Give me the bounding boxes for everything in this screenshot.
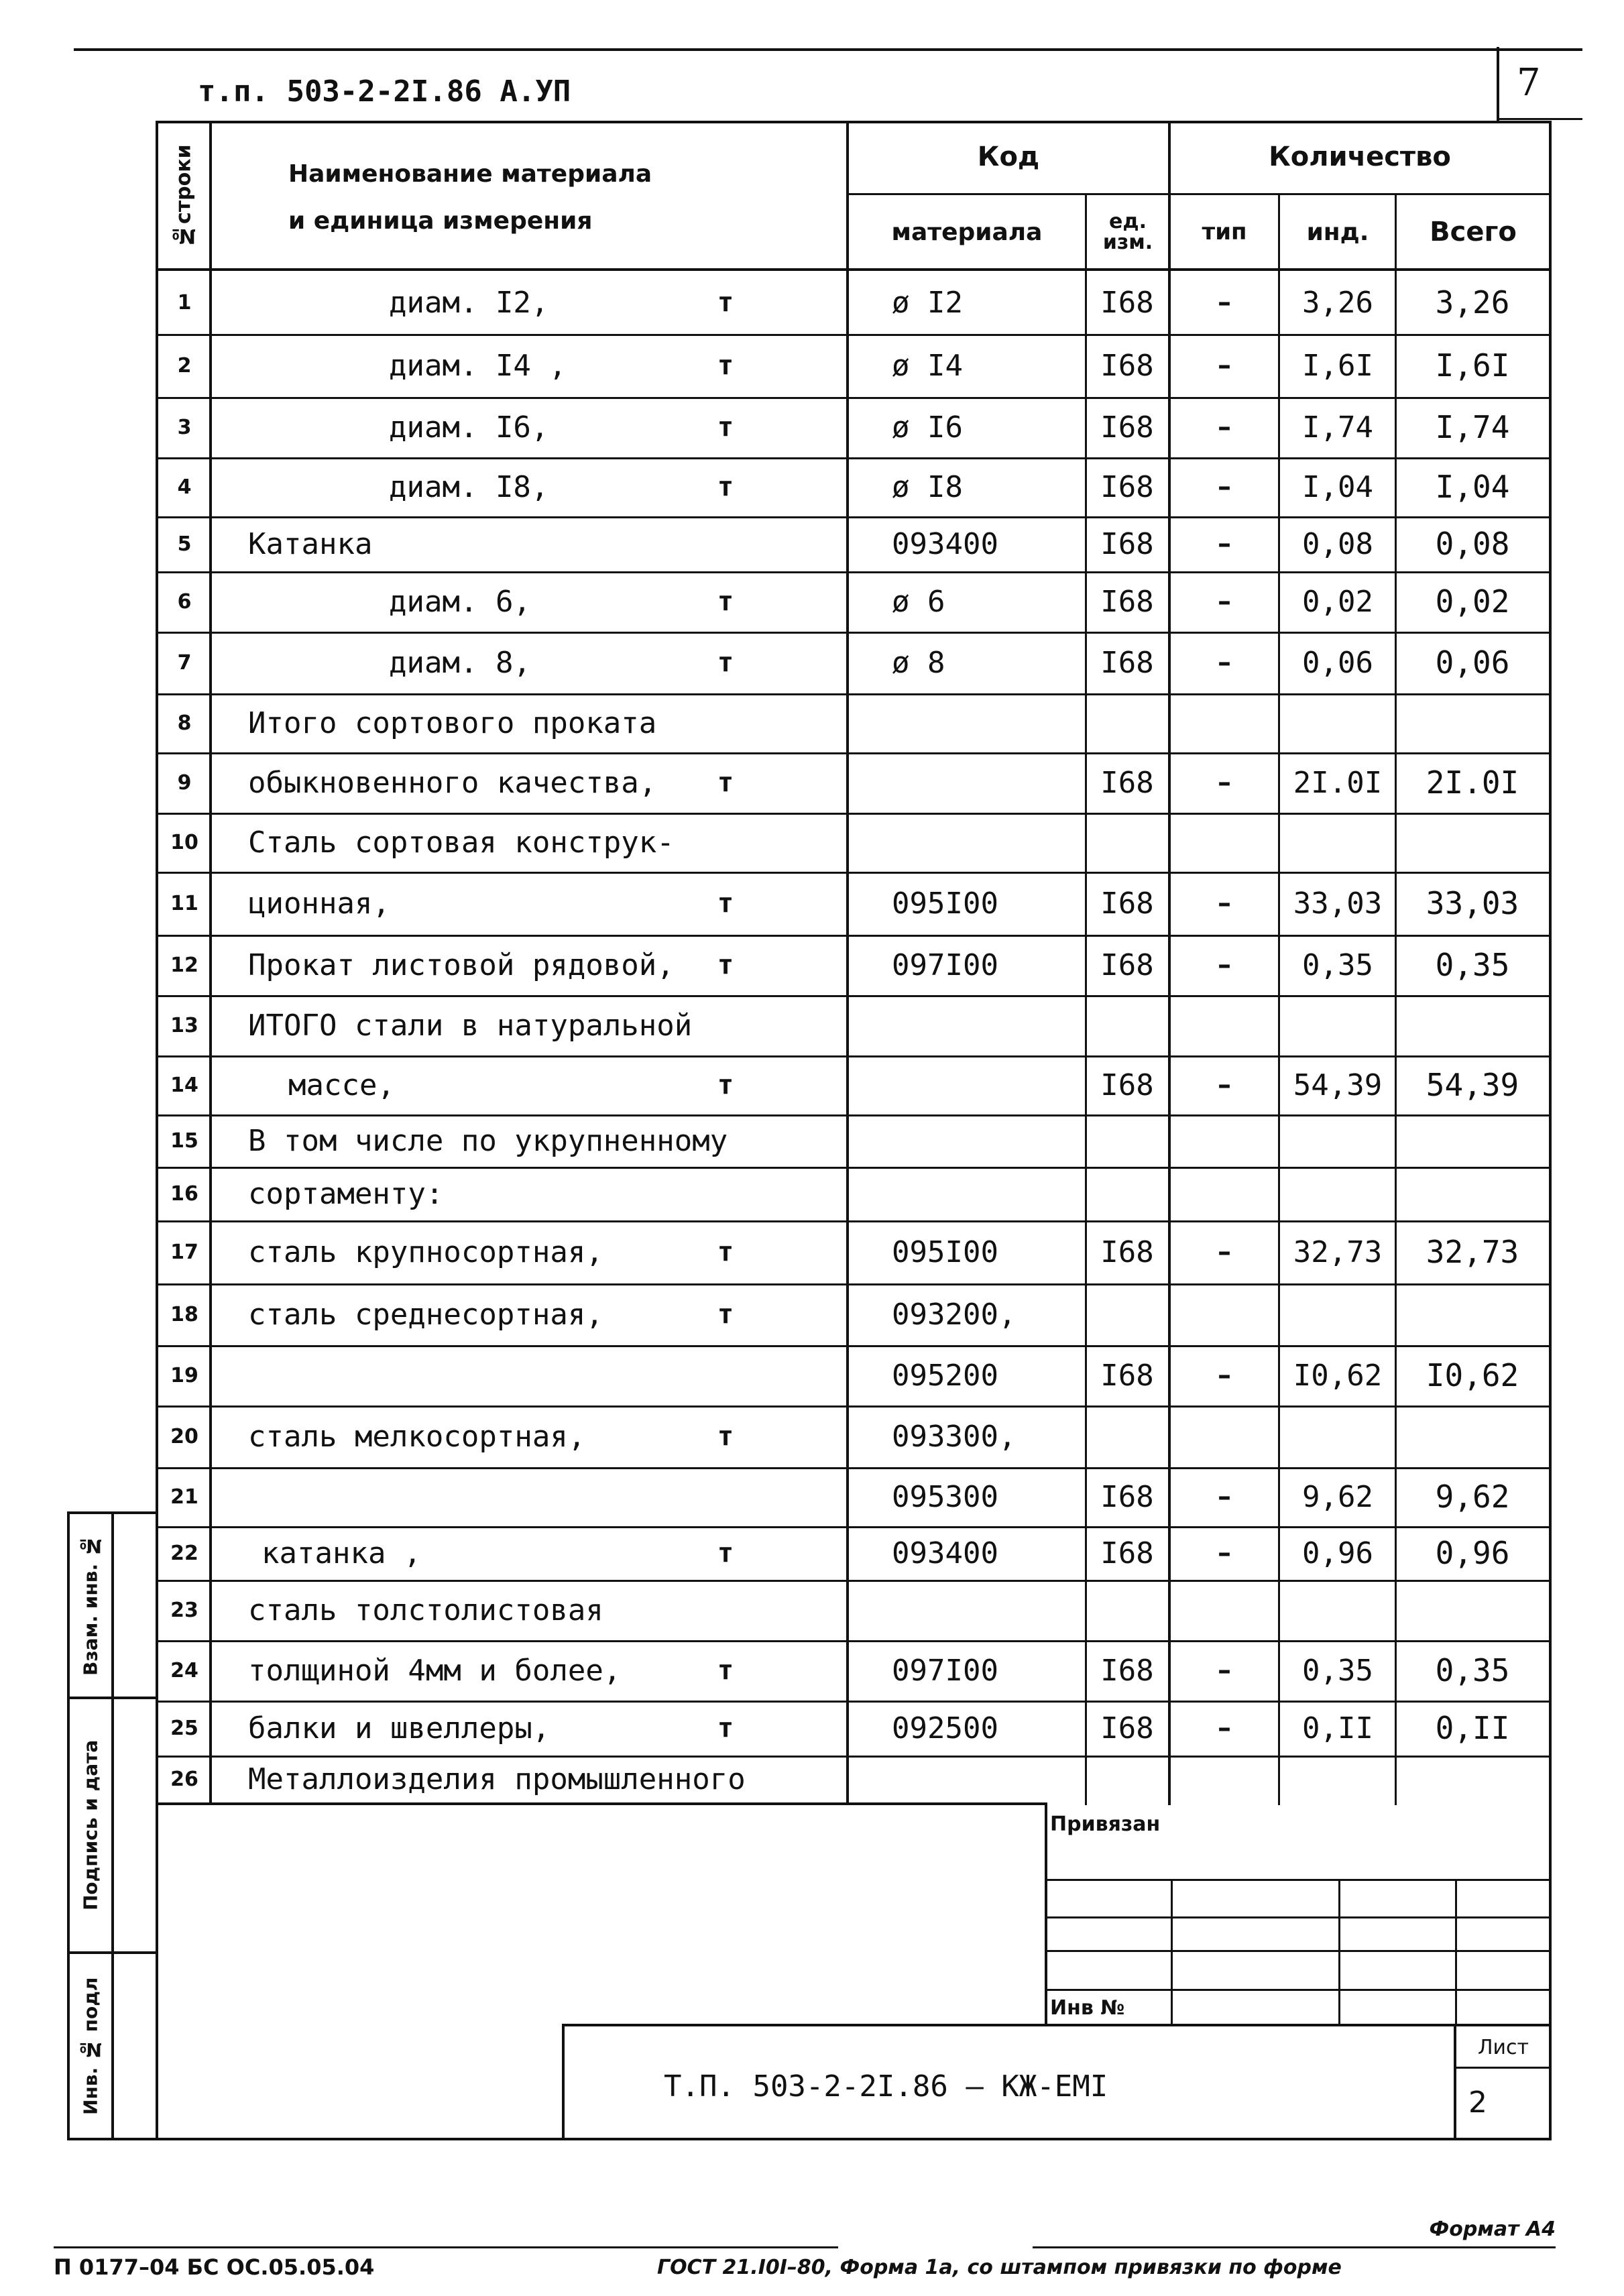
material-name: диам. 8,	[389, 645, 531, 680]
measure-unit	[1088, 1114, 1167, 1167]
qty-ind: I,6I	[1302, 348, 1373, 383]
stamp-binding-l2	[1045, 1916, 1552, 1918]
row-number: 1	[177, 290, 192, 314]
material-unit	[717, 1580, 758, 1640]
row-number: 22	[170, 1541, 198, 1565]
row-number: 5	[177, 532, 192, 556]
material-name: толщиной 4мм и более,	[248, 1653, 622, 1688]
material-name: Прокат листовой рядовой,	[248, 948, 675, 982]
header-code-unit: ед. изм.	[1102, 209, 1153, 254]
qty-type: –	[1218, 471, 1231, 502]
measure-unit	[1088, 813, 1167, 872]
material-code: 095200	[892, 1358, 998, 1393]
qty-total: 0,35	[1435, 947, 1510, 983]
material-unit: т	[717, 767, 734, 798]
material-name: диам. I4 ,	[389, 348, 567, 383]
measure-unit: I68	[1100, 285, 1154, 320]
row-number: 10	[170, 830, 198, 854]
measure-unit: I68	[1100, 1479, 1154, 1514]
material-name: массе,	[288, 1068, 395, 1102]
qty-ind: 0,35	[1302, 1653, 1373, 1688]
material-code: ø 8	[892, 645, 945, 680]
qty-ind	[1282, 995, 1393, 1055]
footer-rule-right	[1033, 2246, 1556, 2248]
qty-type	[1172, 1167, 1277, 1220]
qty-type: –	[1218, 1713, 1231, 1743]
material-name: диам. I6,	[389, 410, 549, 445]
qty-total	[1399, 1580, 1546, 1640]
stamp-sheet-label: Лист	[1477, 2035, 1529, 2059]
qty-type	[1172, 1405, 1277, 1467]
qty-type	[1172, 995, 1277, 1055]
material-unit	[717, 1756, 758, 1802]
material-code: 095I00	[892, 1235, 998, 1269]
qty-type: –	[1218, 528, 1231, 559]
footer-left-code: П 0177–04 БС ОС.05.05.04	[54, 2254, 375, 2280]
qty-ind	[1282, 1405, 1393, 1467]
qty-total	[1399, 1114, 1546, 1167]
material-name: сталь крупносортная,	[248, 1235, 603, 1269]
material-name: сталь мелкосортная,	[248, 1419, 586, 1454]
stamp-document-code: Т.П. 503-2-2I.86 – КЖ-ЕМI	[664, 2069, 1108, 2104]
qty-total: 0,35	[1435, 1652, 1510, 1688]
qty-ind	[1282, 1580, 1393, 1640]
measure-unit: I68	[1100, 526, 1154, 561]
row-number: 9	[177, 770, 192, 795]
qty-type: –	[1218, 1655, 1231, 1686]
row-number: 11	[170, 891, 198, 915]
qty-ind: 3,26	[1302, 285, 1373, 320]
side-stamp-orig-inv: Инв. № подл	[79, 1977, 102, 2115]
material-unit: т	[717, 350, 734, 381]
qty-type: –	[1218, 1481, 1231, 1512]
material-code: 095I00	[892, 886, 998, 921]
document-reference: т.п. 503-2-2I.86 А.УП	[198, 74, 571, 109]
qty-ind: 2I.0I	[1293, 765, 1383, 800]
stamp-sheet-number: 2	[1468, 2085, 1487, 2120]
material-unit: т	[717, 1538, 734, 1568]
qty-type: –	[1218, 1538, 1231, 1568]
material-unit	[717, 995, 758, 1055]
material-code: 092500	[892, 1711, 998, 1745]
header-code-material: материала	[891, 218, 1043, 246]
qty-ind	[1282, 1114, 1393, 1167]
row-number: 24	[170, 1658, 198, 1682]
qty-total: 0,06	[1435, 644, 1510, 681]
material-unit: т	[717, 1713, 734, 1743]
qty-ind	[1282, 1756, 1393, 1802]
col-line-type	[1278, 195, 1280, 1805]
measure-unit: I68	[1100, 765, 1154, 800]
material-name: балки и швеллеры,	[248, 1711, 550, 1745]
qty-type: –	[1218, 767, 1231, 798]
stamp-sheet-left	[1454, 2024, 1456, 2140]
qty-type: –	[1218, 647, 1231, 678]
qty-type: –	[1218, 287, 1231, 318]
material-code: ø I4	[892, 348, 963, 383]
qty-type	[1172, 813, 1277, 872]
material-code: ø I6	[892, 410, 963, 445]
material-name	[248, 1345, 798, 1405]
material-name: диам. 6,	[389, 584, 531, 619]
material-code	[892, 1756, 1083, 1802]
qty-total: 54,39	[1426, 1067, 1519, 1103]
row-number: 23	[170, 1598, 198, 1622]
table-left-border	[156, 121, 158, 1805]
qty-total: 0,96	[1435, 1535, 1510, 1571]
measure-unit: I68	[1100, 886, 1154, 921]
header-qty-total: Всего	[1430, 217, 1517, 247]
stamp-main-left	[562, 2024, 565, 2140]
material-code	[892, 1055, 1083, 1114]
stamp-binding-l3	[1045, 1950, 1552, 1952]
material-name: Катанка	[248, 526, 373, 561]
measure-unit	[1088, 693, 1167, 752]
measure-unit: I68	[1100, 1068, 1154, 1102]
stamp-binding-v2	[1338, 1879, 1340, 2026]
material-name: Итого сортового проката	[248, 705, 657, 740]
qty-ind: 0,96	[1302, 1536, 1373, 1570]
material-unit	[717, 1114, 758, 1167]
qty-type: –	[1218, 1070, 1231, 1100]
material-unit: т	[717, 412, 734, 443]
qty-total: I,74	[1435, 409, 1510, 445]
material-name: сталь толстолистовая	[248, 1593, 603, 1627]
qty-type: –	[1218, 350, 1231, 381]
qty-total	[1399, 693, 1546, 752]
page-number: 7	[1517, 60, 1541, 105]
row-number: 13	[170, 1013, 198, 1037]
header-qty-type: тип	[1202, 219, 1247, 245]
row-number: 7	[177, 650, 192, 675]
material-unit: т	[717, 471, 734, 502]
qty-ind: 0,08	[1302, 526, 1373, 561]
qty-type	[1172, 693, 1277, 752]
measure-unit: I68	[1100, 645, 1154, 680]
stamp-main-top	[562, 2024, 1552, 2026]
stamp-main-bottom	[156, 2138, 1552, 2140]
stamp-linked-label: Привязан	[1050, 1812, 1161, 1836]
qty-ind: 0,II	[1302, 1711, 1373, 1745]
footer-standard: ГОСТ 21.І0І–80, Форма 1а, со штампом привязки по форме	[657, 2255, 1342, 2279]
measure-unit	[1088, 1167, 1167, 1220]
material-unit	[717, 516, 758, 571]
material-unit	[717, 813, 758, 872]
measure-unit	[1088, 1756, 1167, 1802]
stamp-binding-l1	[1045, 1879, 1552, 1881]
stamp-binding-l4	[1045, 1989, 1552, 1991]
col-line-unit	[1168, 121, 1171, 1805]
material-unit: т	[717, 647, 734, 678]
row-number: 17	[170, 1240, 198, 1264]
qty-type	[1172, 1756, 1277, 1802]
measure-unit: I68	[1100, 1536, 1154, 1570]
row-number: 2	[177, 353, 192, 378]
material-code	[892, 693, 1083, 752]
material-unit: т	[717, 287, 734, 318]
row-number: 12	[170, 953, 198, 977]
qty-ind: 0,06	[1302, 645, 1373, 680]
qty-type: –	[1218, 950, 1231, 980]
material-unit: т	[717, 1237, 734, 1267]
material-code	[892, 1114, 1083, 1167]
footer-format: Формат А4	[1429, 2217, 1556, 2241]
material-name: В том числе по укрупненному	[248, 1123, 728, 1158]
side-stamp-right-lower	[156, 1802, 158, 2140]
side-stamp-bottom	[67, 2138, 158, 2140]
qty-total	[1399, 1167, 1546, 1220]
material-unit	[717, 1167, 758, 1220]
material-name: сортаменту:	[248, 1176, 444, 1211]
stamp-binding-v3	[1455, 1879, 1457, 2026]
material-unit	[717, 693, 758, 752]
measure-unit: I68	[1100, 1653, 1154, 1688]
qty-type: –	[1218, 1237, 1231, 1267]
qty-ind: 54,39	[1293, 1068, 1383, 1102]
col-line-code	[1085, 195, 1087, 1805]
table-bottom-border	[156, 1802, 1047, 1805]
qty-ind: I,04	[1302, 469, 1373, 504]
material-unit: т	[717, 1070, 734, 1100]
qty-ind	[1282, 1167, 1393, 1220]
qty-type: –	[1218, 586, 1231, 617]
side-stamp-swap-inv: Взам. инв. №	[79, 1535, 102, 1676]
measure-unit: I68	[1100, 1235, 1154, 1269]
material-unit: т	[717, 950, 734, 980]
row-number: 3	[177, 415, 192, 439]
measure-unit: I68	[1100, 1358, 1154, 1393]
qty-total	[1399, 1405, 1546, 1467]
qty-ind: 9,62	[1302, 1479, 1373, 1514]
qty-type: –	[1218, 1360, 1231, 1391]
material-code	[892, 752, 1083, 813]
qty-total: 2I.0I	[1426, 764, 1519, 801]
table-right-border	[1549, 121, 1552, 1805]
row-number: 6	[177, 589, 192, 614]
qty-ind: 33,03	[1293, 886, 1383, 921]
material-code	[892, 1580, 1083, 1640]
stamp-inv-label: Инв №	[1050, 1996, 1125, 2020]
row-number: 8	[177, 711, 192, 735]
material-unit: т	[717, 1299, 734, 1330]
qty-type: –	[1218, 412, 1231, 443]
measure-unit: I68	[1100, 948, 1154, 982]
header-qty-ind: инд.	[1306, 218, 1369, 246]
row-number: 14	[170, 1073, 198, 1097]
material-code: 093400	[892, 526, 998, 561]
measure-unit	[1088, 1283, 1167, 1345]
material-code: ø I2	[892, 285, 963, 320]
qty-total	[1399, 813, 1546, 872]
material-code	[892, 1167, 1083, 1220]
qty-total	[1399, 1756, 1546, 1802]
qty-total: I0,62	[1426, 1357, 1519, 1393]
material-name: катанка ,	[262, 1536, 422, 1570]
qty-ind: I,74	[1302, 410, 1373, 445]
stamp-sheet-mid	[1454, 2067, 1552, 2069]
measure-unit: I68	[1100, 469, 1154, 504]
qty-total	[1399, 995, 1546, 1055]
row-number: 26	[170, 1767, 198, 1791]
qty-total: 3,26	[1435, 284, 1510, 321]
header-material-name-2: и единица измерения	[288, 207, 593, 235]
side-stamp-mid	[111, 1511, 114, 2140]
material-code	[892, 813, 1083, 872]
material-code: 095300	[892, 1479, 998, 1514]
qty-total: 9,62	[1435, 1479, 1510, 1515]
measure-unit: I68	[1100, 584, 1154, 619]
measure-unit: I68	[1100, 348, 1154, 383]
row-number: 19	[170, 1363, 198, 1387]
row-number: 20	[170, 1424, 198, 1448]
material-unit	[717, 1467, 758, 1526]
qty-type	[1172, 1114, 1277, 1167]
row-number: 4	[177, 475, 192, 499]
material-unit: т	[717, 1655, 734, 1686]
material-unit: т	[717, 586, 734, 617]
qty-total: 0,02	[1435, 583, 1510, 620]
qty-ind	[1282, 813, 1393, 872]
header-material-name-1: Наименование материала	[288, 160, 652, 188]
row-number: 15	[170, 1129, 198, 1153]
row-number: 18	[170, 1302, 198, 1326]
material-code	[892, 995, 1083, 1055]
qty-total: 0,II	[1435, 1710, 1510, 1746]
material-name: диам. I8,	[389, 469, 549, 504]
header-sub-border	[846, 193, 1552, 195]
qty-total: I,6I	[1435, 347, 1510, 384]
measure-unit: I68	[1100, 1711, 1154, 1745]
material-code: ø I8	[892, 469, 963, 504]
col-line-ind	[1395, 195, 1397, 1805]
material-code: 093400	[892, 1536, 998, 1570]
material-code: 097I00	[892, 948, 998, 982]
footer-rule-left	[54, 2246, 838, 2248]
material-code: 093300,	[892, 1419, 1017, 1454]
material-name: ИТОГО стали в натуральной	[248, 1008, 693, 1043]
qty-total: 33,03	[1426, 885, 1519, 921]
row-number: 21	[170, 1485, 198, 1509]
qty-ind: 0,35	[1302, 948, 1373, 982]
material-unit	[717, 1345, 758, 1405]
material-code: 097I00	[892, 1653, 998, 1688]
material-name: сталь среднесортная,	[248, 1297, 603, 1332]
material-name: Сталь сортовая конструк-	[248, 825, 675, 860]
measure-unit	[1088, 1580, 1167, 1640]
material-name: Металлоизделия промышленного	[248, 1762, 746, 1796]
qty-ind	[1282, 1283, 1393, 1345]
row-number: 25	[170, 1716, 198, 1740]
qty-total: 32,73	[1426, 1234, 1519, 1270]
material-name: диам. I2,	[389, 285, 549, 320]
qty-ind: 32,73	[1293, 1235, 1383, 1269]
material-unit: т	[717, 1421, 734, 1452]
col-line-no	[209, 121, 212, 1805]
header-quantity: Количество	[1269, 141, 1451, 172]
stamp-main-right-lower	[1549, 1805, 1552, 2140]
qty-type: –	[1218, 888, 1231, 919]
qty-ind: I0,62	[1293, 1358, 1383, 1393]
stamp-binding-v1	[1171, 1879, 1173, 2026]
header-row-number: №строки	[172, 144, 196, 247]
qty-type	[1172, 1283, 1277, 1345]
measure-unit	[1088, 1405, 1167, 1467]
qty-type	[1172, 1580, 1277, 1640]
stamp-binding-left	[1045, 1805, 1047, 2026]
qty-total: 0,08	[1435, 526, 1510, 562]
material-name: обыкновенного качества,	[248, 765, 657, 800]
material-unit: т	[717, 888, 734, 919]
qty-total: I,04	[1435, 469, 1510, 505]
measure-unit: I68	[1100, 410, 1154, 445]
material-name	[248, 1467, 798, 1526]
header-code: Код	[977, 141, 1040, 172]
side-stamp-sign-date: Подпись и дата	[79, 1739, 102, 1911]
material-code: 093200,	[892, 1297, 1017, 1332]
table-top-border	[156, 121, 1552, 123]
qty-ind: 0,02	[1302, 584, 1373, 619]
material-name: ционная,	[248, 886, 390, 921]
qty-ind	[1282, 693, 1393, 752]
row-number: 16	[170, 1182, 198, 1206]
qty-total	[1399, 1283, 1546, 1345]
material-code: ø 6	[892, 584, 945, 619]
measure-unit	[1088, 995, 1167, 1055]
